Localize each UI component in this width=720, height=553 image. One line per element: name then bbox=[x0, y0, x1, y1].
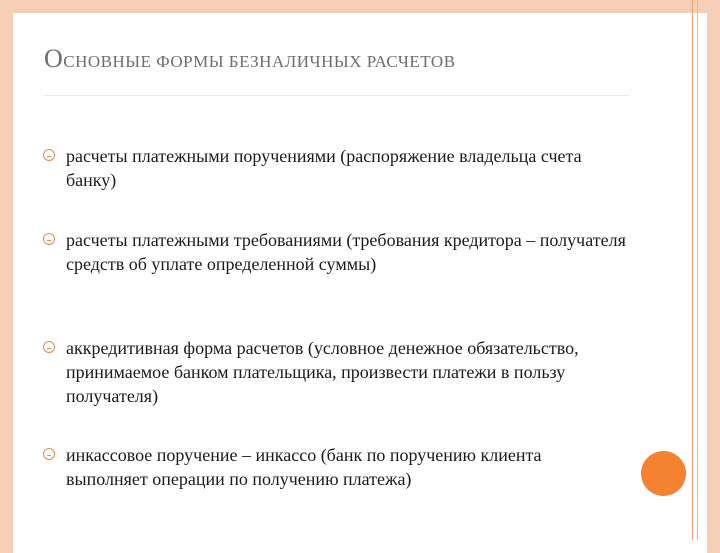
bullet-icon bbox=[43, 233, 55, 245]
bullet-icon bbox=[43, 149, 55, 161]
list-item-text: аккредитивная форма расчетов (условное денежное обязательство, принимаемое банком плательщика, произвести платежи в пользу получателя) bbox=[66, 338, 579, 406]
right-decor-line bbox=[692, 0, 693, 540]
slide-title bbox=[44, 44, 456, 74]
orange-circle-decoration bbox=[641, 451, 686, 496]
bullet-icon bbox=[43, 341, 55, 353]
title-capital: О bbox=[44, 44, 64, 73]
list-item-text: расчеты платежными требованиями (требования кредитора – получателя средств об уплате определенной суммы) bbox=[66, 230, 626, 274]
title-rest: СНОВНЫЕ ФОРМЫ БЕЗНАЛИЧНЫХ РАСЧЕТОВ bbox=[63, 52, 456, 71]
right-decor-line-2 bbox=[697, 0, 698, 540]
list-item-text: расчеты платежными поручениями (распоряжение владельца счета банку) bbox=[66, 146, 582, 190]
list-item-text: инкассовое поручение – инкассо (банк по поручению клиента выполняет операции по получению платежа) bbox=[66, 445, 542, 489]
title-divider bbox=[44, 95, 629, 96]
bullet-icon bbox=[43, 448, 55, 460]
